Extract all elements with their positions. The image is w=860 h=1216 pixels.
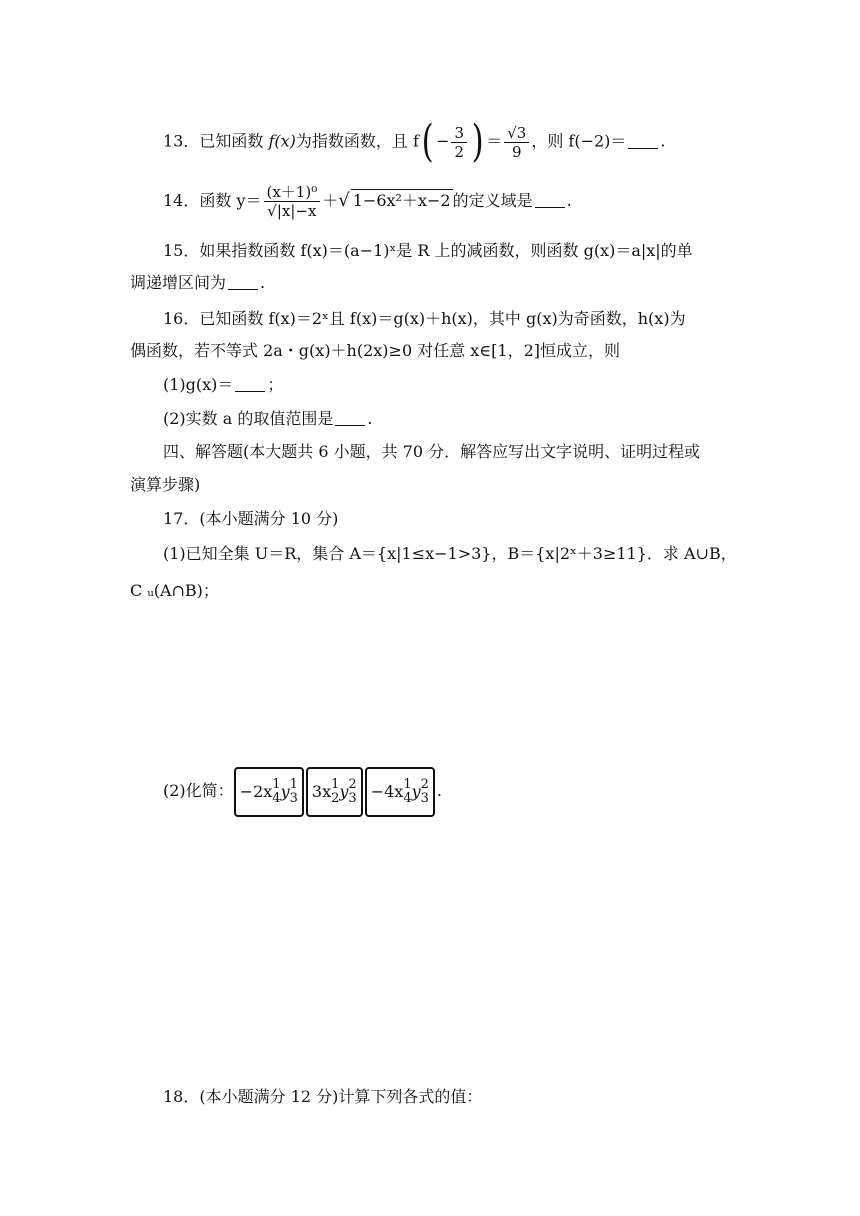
q13-arg-num: 3 bbox=[454, 123, 465, 142]
q16-sub2-text: (2)实数 a 的取值范围是 bbox=[163, 409, 334, 428]
question-16-line-2: 偶函数，若不等式 2a・g(x)＋h(2x)≥0 对任意 x∈[1，2]恒成立，则 bbox=[130, 341, 621, 360]
q17-term1-exp2-den: 3 bbox=[289, 791, 298, 806]
q16-sub1-blank[interactable] bbox=[235, 390, 265, 392]
q17-term1-y: y bbox=[280, 781, 290, 801]
q14-tail: 的定义域是 bbox=[452, 191, 533, 210]
q15-end: . bbox=[260, 273, 266, 292]
q14-radicand: 1−6x²＋x−2 bbox=[352, 191, 451, 210]
q13-fx: f(x) bbox=[268, 131, 296, 151]
question-14 bbox=[163, 183, 760, 220]
section-4-heading-line-2: 演算步骤) bbox=[130, 475, 201, 494]
question-16-part-1 bbox=[163, 374, 760, 396]
q14-plus: ＋ bbox=[322, 191, 339, 210]
q13-val-den: 9 bbox=[504, 142, 529, 161]
q13-eq: ＝ bbox=[486, 131, 503, 151]
question-16-part-2 bbox=[163, 408, 760, 430]
q16-sub1-text: (1)g(x)＝ bbox=[163, 375, 234, 394]
q17-term1-exp2-num: 1 bbox=[289, 777, 298, 792]
q13-left-paren: ( bbox=[421, 116, 434, 167]
q13-arg-fraction bbox=[451, 124, 467, 161]
q14-prefix: 14．函数 y＝ bbox=[163, 191, 262, 210]
q13-val-num: √3 bbox=[507, 123, 527, 142]
q13-tail: ，则 f(−2)＝ bbox=[531, 131, 627, 151]
q14-fraction bbox=[264, 183, 321, 220]
question-15-line-1: 15．如果指数函数 f(x)＝(a−1)ˣ是 R 上的减函数，则函数 g(x)＝a|x|的单 bbox=[163, 241, 693, 260]
q16-sub2-end: . bbox=[367, 409, 373, 428]
q17-term3-exp1-num: 1 bbox=[403, 777, 412, 792]
q17-term-1 bbox=[234, 767, 304, 817]
q16-sub1-end: ； bbox=[267, 375, 284, 394]
q15-answer-blank[interactable] bbox=[228, 288, 258, 290]
question-13 bbox=[163, 116, 760, 167]
q17-part2-label: (2)化简： bbox=[163, 781, 234, 800]
q13-prefix: 13．已知函数 bbox=[163, 131, 269, 151]
q17-term1-exp1-num: 1 bbox=[272, 777, 281, 792]
question-17-title: 17．(本小题满分 10 分) bbox=[163, 509, 339, 528]
q14-end: . bbox=[566, 191, 572, 210]
q17-term1-coef: −2x bbox=[239, 781, 273, 801]
q13-mid: 为指数函数，且 f bbox=[295, 131, 419, 151]
q13-arg-den: 2 bbox=[451, 142, 467, 161]
q16-sub2-blank[interactable] bbox=[335, 424, 365, 426]
q14-num: (x＋1)⁰ bbox=[266, 183, 318, 201]
q17-term2-exp2-num: 2 bbox=[348, 777, 357, 792]
q13-arg-sign: − bbox=[436, 131, 450, 151]
q17-term1-exp1-den: 4 bbox=[272, 791, 281, 806]
q17-term1-exp1 bbox=[272, 778, 280, 806]
q17-term2-y: y bbox=[339, 781, 349, 801]
question-18-title: 18．(本小题满分 12 分)计算下列各式的值： bbox=[163, 1087, 483, 1106]
q13-right-paren: ) bbox=[471, 116, 484, 167]
q17-part2-end: . bbox=[436, 781, 443, 800]
q17-term1-exp2 bbox=[290, 778, 298, 806]
q17-term2-coef: 3x bbox=[311, 781, 332, 801]
q17-term3-exp1-den: 4 bbox=[403, 791, 412, 806]
q17-term3-exp2-den: 3 bbox=[420, 791, 429, 806]
q14-den: √|x|−x bbox=[264, 201, 321, 220]
q17-term3-exp2-num: 2 bbox=[420, 777, 429, 792]
q14-radical-sign: √ bbox=[338, 190, 350, 211]
q17-term2-exp2 bbox=[348, 778, 356, 806]
q17-term3-coef: −4x bbox=[370, 781, 404, 801]
q14-answer-blank[interactable] bbox=[535, 206, 565, 208]
question-17-part-1-line-2: C ᵤ(A∩B)； bbox=[130, 581, 219, 600]
question-17-part-1-line-1: (1)已知全集 U＝R，集合 A＝{x|1≤x−1>3}，B＝{x|2ˣ＋3≥11}．求 A∪B， bbox=[163, 544, 737, 563]
q13-val-fraction bbox=[504, 124, 529, 161]
q15-line2-text: 调递增区间为 bbox=[130, 273, 227, 292]
question-16-line-1: 16．已知函数 f(x)＝2ˣ且 f(x)＝g(x)＋h(x)，其中 g(x)为奇函数，h(x)为 bbox=[163, 309, 686, 328]
q17-term-3 bbox=[365, 767, 435, 817]
question-17-part-2 bbox=[163, 764, 760, 818]
question-15-line-2 bbox=[130, 272, 760, 294]
q17-term3-y: y bbox=[411, 781, 421, 801]
q17-term2-exp2-den: 3 bbox=[348, 791, 357, 806]
q17-term2-exp1-den: 2 bbox=[331, 791, 340, 806]
q17-term-2 bbox=[306, 767, 363, 817]
q17-term2-exp1-num: 1 bbox=[331, 777, 340, 792]
q17-term3-exp1 bbox=[403, 778, 411, 806]
q13-answer-blank[interactable] bbox=[628, 147, 658, 149]
section-4-heading-line-1: 四、解答题(本大题共 6 小题，共 70 分．解答应写出文字说明、证明过程或 bbox=[163, 442, 701, 461]
q13-end: . bbox=[660, 131, 666, 151]
q17-term3-exp2 bbox=[421, 778, 429, 806]
